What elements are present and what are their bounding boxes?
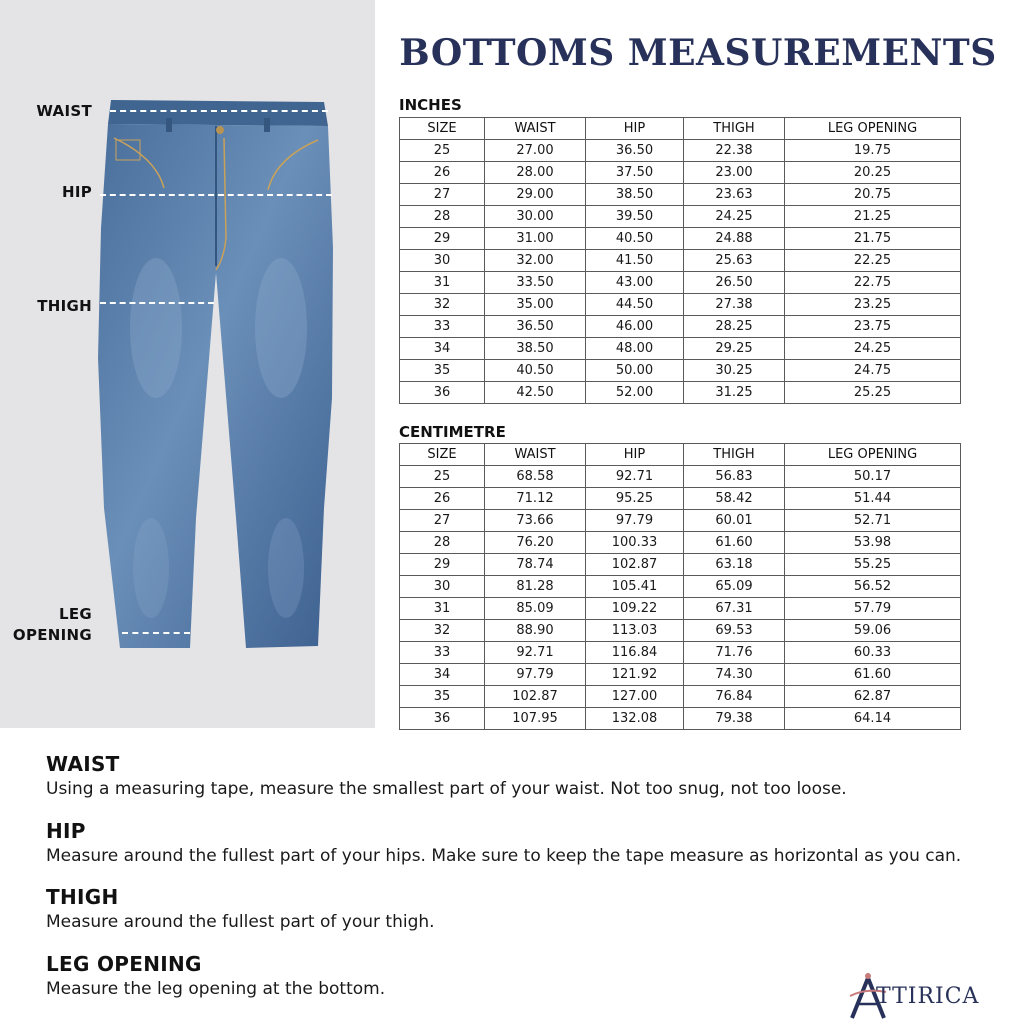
- table-cell: 28: [400, 532, 485, 554]
- table-row: [400, 228, 961, 250]
- table-cell: 27.38: [684, 294, 785, 316]
- table-cell: 121.92: [586, 664, 684, 686]
- table-cell: 60.33: [785, 642, 961, 664]
- table-cell: 76.84: [684, 686, 785, 708]
- table-cell: 53.98: [785, 532, 961, 554]
- hip-label: HIP: [61, 183, 92, 201]
- table-cell: 60.01: [684, 510, 785, 532]
- table-cell: 43.00: [586, 272, 684, 294]
- table-cell: 30.25: [684, 360, 785, 382]
- table-cell: 40.50: [586, 228, 684, 250]
- table-cell: 27: [400, 184, 485, 206]
- table-cell: 31.00: [485, 228, 586, 250]
- table-cell: 31: [400, 598, 485, 620]
- table-cell: 23.25: [785, 294, 961, 316]
- table-cell: 56.83: [684, 466, 785, 488]
- table-cell: 46.00: [586, 316, 684, 338]
- table-cell: 29: [400, 228, 485, 250]
- table-cell: 35.00: [485, 294, 586, 316]
- table-cell: 33: [400, 316, 485, 338]
- table-cell: 50.00: [586, 360, 684, 382]
- column-header: WAIST: [485, 444, 586, 466]
- table-row: [400, 316, 961, 338]
- table-cell: 22.25: [785, 250, 961, 272]
- table-cell: 24.25: [785, 338, 961, 360]
- table-cell: 42.50: [485, 382, 586, 404]
- table-cell: 79.38: [684, 708, 785, 730]
- table-cell: 38.50: [586, 184, 684, 206]
- table-cell: 21.25: [785, 206, 961, 228]
- table-cell: 76.20: [485, 532, 586, 554]
- waist-label: WAIST: [36, 102, 92, 120]
- table-cell: 55.25: [785, 554, 961, 576]
- table-cell: 67.31: [684, 598, 785, 620]
- table-cell: 62.87: [785, 686, 961, 708]
- table-row: [400, 532, 961, 554]
- table-cell: 97.79: [485, 664, 586, 686]
- table-cell: 24.88: [684, 228, 785, 250]
- column-header: THIGH: [684, 118, 785, 140]
- thigh-label: THIGH: [37, 297, 92, 315]
- waist-description: Using a measuring tape, measure the smallest part of your waist. Not too snug, not too loose.: [46, 779, 847, 799]
- table-cell: 69.53: [684, 620, 785, 642]
- table-cell: 31: [400, 272, 485, 294]
- table-cell: 36: [400, 382, 485, 404]
- table-cell: 41.50: [586, 250, 684, 272]
- table-cell: 26: [400, 162, 485, 184]
- table-cell: 39.50: [586, 206, 684, 228]
- table-row: [400, 206, 961, 228]
- table-cell: 36.50: [485, 316, 586, 338]
- table-row: [400, 488, 961, 510]
- table-cell: 20.25: [785, 162, 961, 184]
- table-row: [400, 598, 961, 620]
- table-cell: 33.50: [485, 272, 586, 294]
- inches-table: [399, 117, 961, 404]
- table-cell: 64.14: [785, 708, 961, 730]
- diagram-panel: [0, 0, 375, 728]
- table-cell: 71.12: [485, 488, 586, 510]
- brand-name: TTIRICA: [876, 984, 980, 1009]
- table-cell: 27: [400, 510, 485, 532]
- table-cell: 97.79: [586, 510, 684, 532]
- column-header: THIGH: [684, 444, 785, 466]
- table-cell: 78.74: [485, 554, 586, 576]
- table-cell: 88.90: [485, 620, 586, 642]
- table-cell: 95.25: [586, 488, 684, 510]
- table-cell: 102.87: [586, 554, 684, 576]
- table-cell: 107.95: [485, 708, 586, 730]
- hip-description: Measure around the fullest part of your hips. Make sure to keep the tape measure as horizontal as you can.: [46, 846, 962, 866]
- table-row: [400, 554, 961, 576]
- table-cell: 102.87: [485, 686, 586, 708]
- column-header: HIP: [586, 444, 684, 466]
- table-header-row: [400, 444, 961, 466]
- thigh-description: Measure around the fullest part of your thigh.: [46, 912, 435, 932]
- table-header-row: [400, 118, 961, 140]
- table-cell: 34: [400, 338, 485, 360]
- table-cell: 23.63: [684, 184, 785, 206]
- table-cell: 51.44: [785, 488, 961, 510]
- jeans-illustration: [96, 98, 336, 654]
- table-cell: 59.06: [785, 620, 961, 642]
- table-cell: 44.50: [586, 294, 684, 316]
- table-cell: 109.22: [586, 598, 684, 620]
- table-cell: 23.00: [684, 162, 785, 184]
- table-cell: 73.66: [485, 510, 586, 532]
- hip-line: [100, 194, 332, 196]
- table-cell: 50.17: [785, 466, 961, 488]
- table-row: [400, 294, 961, 316]
- column-header: LEG OPENING: [785, 444, 961, 466]
- leg-opening-label: [6, 604, 92, 646]
- thigh-heading: THIGH: [46, 885, 119, 909]
- table-cell: 22.75: [785, 272, 961, 294]
- table-cell: 63.18: [684, 554, 785, 576]
- column-header: SIZE: [400, 444, 485, 466]
- table-cell: 28.00: [485, 162, 586, 184]
- table-row: [400, 162, 961, 184]
- table-cell: 26: [400, 488, 485, 510]
- table-cell: 26.50: [684, 272, 785, 294]
- table-cell: 35: [400, 360, 485, 382]
- table-cell: 113.03: [586, 620, 684, 642]
- table-cell: 48.00: [586, 338, 684, 360]
- table-row: [400, 642, 961, 664]
- table-cell: 24.75: [785, 360, 961, 382]
- table-cell: 27.00: [485, 140, 586, 162]
- table-cell: 116.84: [586, 642, 684, 664]
- table-row: [400, 708, 961, 730]
- table-cell: 127.00: [586, 686, 684, 708]
- table-row: [400, 250, 961, 272]
- leg-opening-heading: LEG OPENING: [46, 952, 202, 976]
- table-cell: 85.09: [485, 598, 586, 620]
- table-cell: 71.76: [684, 642, 785, 664]
- table-cell: 81.28: [485, 576, 586, 598]
- inches-label: INCHES: [399, 96, 462, 114]
- table-cell: 92.71: [586, 466, 684, 488]
- table-cell: 61.60: [684, 532, 785, 554]
- table-cell: 30: [400, 250, 485, 272]
- table-cell: 25.63: [684, 250, 785, 272]
- table-cell: 56.52: [785, 576, 961, 598]
- thigh-line: [100, 302, 214, 304]
- table-cell: 34: [400, 664, 485, 686]
- table-cell: 35: [400, 686, 485, 708]
- leg-opening-label-line1: LEG: [58, 605, 92, 623]
- table-row: [400, 466, 961, 488]
- table-cell: 61.60: [785, 664, 961, 686]
- table-cell: 32: [400, 294, 485, 316]
- table-row: [400, 184, 961, 206]
- table-row: [400, 360, 961, 382]
- table-cell: 57.79: [785, 598, 961, 620]
- table-cell: 68.58: [485, 466, 586, 488]
- column-header: LEG OPENING: [785, 118, 961, 140]
- table-cell: 30: [400, 576, 485, 598]
- table-cell: 32.00: [485, 250, 586, 272]
- column-header: HIP: [586, 118, 684, 140]
- table-cell: 25.25: [785, 382, 961, 404]
- centimetre-table: [399, 443, 961, 730]
- table-cell: 38.50: [485, 338, 586, 360]
- table-cell: 105.41: [586, 576, 684, 598]
- table-cell: 32: [400, 620, 485, 642]
- table-row: [400, 510, 961, 532]
- table-cell: 19.75: [785, 140, 961, 162]
- column-header: WAIST: [485, 118, 586, 140]
- table-cell: 36.50: [586, 140, 684, 162]
- table-cell: 28: [400, 206, 485, 228]
- table-row: [400, 140, 961, 162]
- table-cell: 20.75: [785, 184, 961, 206]
- table-cell: 52.00: [586, 382, 684, 404]
- leg-opening-description: Measure the leg opening at the bottom.: [46, 979, 386, 999]
- leg-opening-label-line2: OPENING: [12, 626, 92, 644]
- table-cell: 33: [400, 642, 485, 664]
- table-row: [400, 272, 961, 294]
- table-cell: 52.71: [785, 510, 961, 532]
- table-cell: 25: [400, 466, 485, 488]
- table-cell: 40.50: [485, 360, 586, 382]
- table-cell: 21.75: [785, 228, 961, 250]
- table-cell: 30.00: [485, 206, 586, 228]
- table-cell: 25: [400, 140, 485, 162]
- table-cell: 23.75: [785, 316, 961, 338]
- table-cell: 22.38: [684, 140, 785, 162]
- table-row: [400, 686, 961, 708]
- table-cell: 24.25: [684, 206, 785, 228]
- table-cell: 74.30: [684, 664, 785, 686]
- table-cell: 92.71: [485, 642, 586, 664]
- column-header: SIZE: [400, 118, 485, 140]
- waist-heading: WAIST: [46, 752, 120, 776]
- hip-heading: HIP: [46, 819, 86, 843]
- table-cell: 65.09: [684, 576, 785, 598]
- table-cell: 29.25: [684, 338, 785, 360]
- table-row: [400, 382, 961, 404]
- page-title: BOTTOMS MEASUREMENTS: [399, 32, 997, 74]
- centimetre-label: CENTIMETRE: [399, 423, 506, 441]
- table-row: [400, 620, 961, 642]
- table-row: [400, 664, 961, 686]
- table-cell: 58.42: [684, 488, 785, 510]
- table-cell: 37.50: [586, 162, 684, 184]
- table-row: [400, 338, 961, 360]
- table-cell: 100.33: [586, 532, 684, 554]
- table-cell: 28.25: [684, 316, 785, 338]
- waist-line: [110, 110, 328, 112]
- table-cell: 132.08: [586, 708, 684, 730]
- table-cell: 36: [400, 708, 485, 730]
- table-row: [400, 576, 961, 598]
- table-cell: 31.25: [684, 382, 785, 404]
- leg-opening-line: [122, 632, 190, 634]
- table-cell: 29: [400, 554, 485, 576]
- table-cell: 29.00: [485, 184, 586, 206]
